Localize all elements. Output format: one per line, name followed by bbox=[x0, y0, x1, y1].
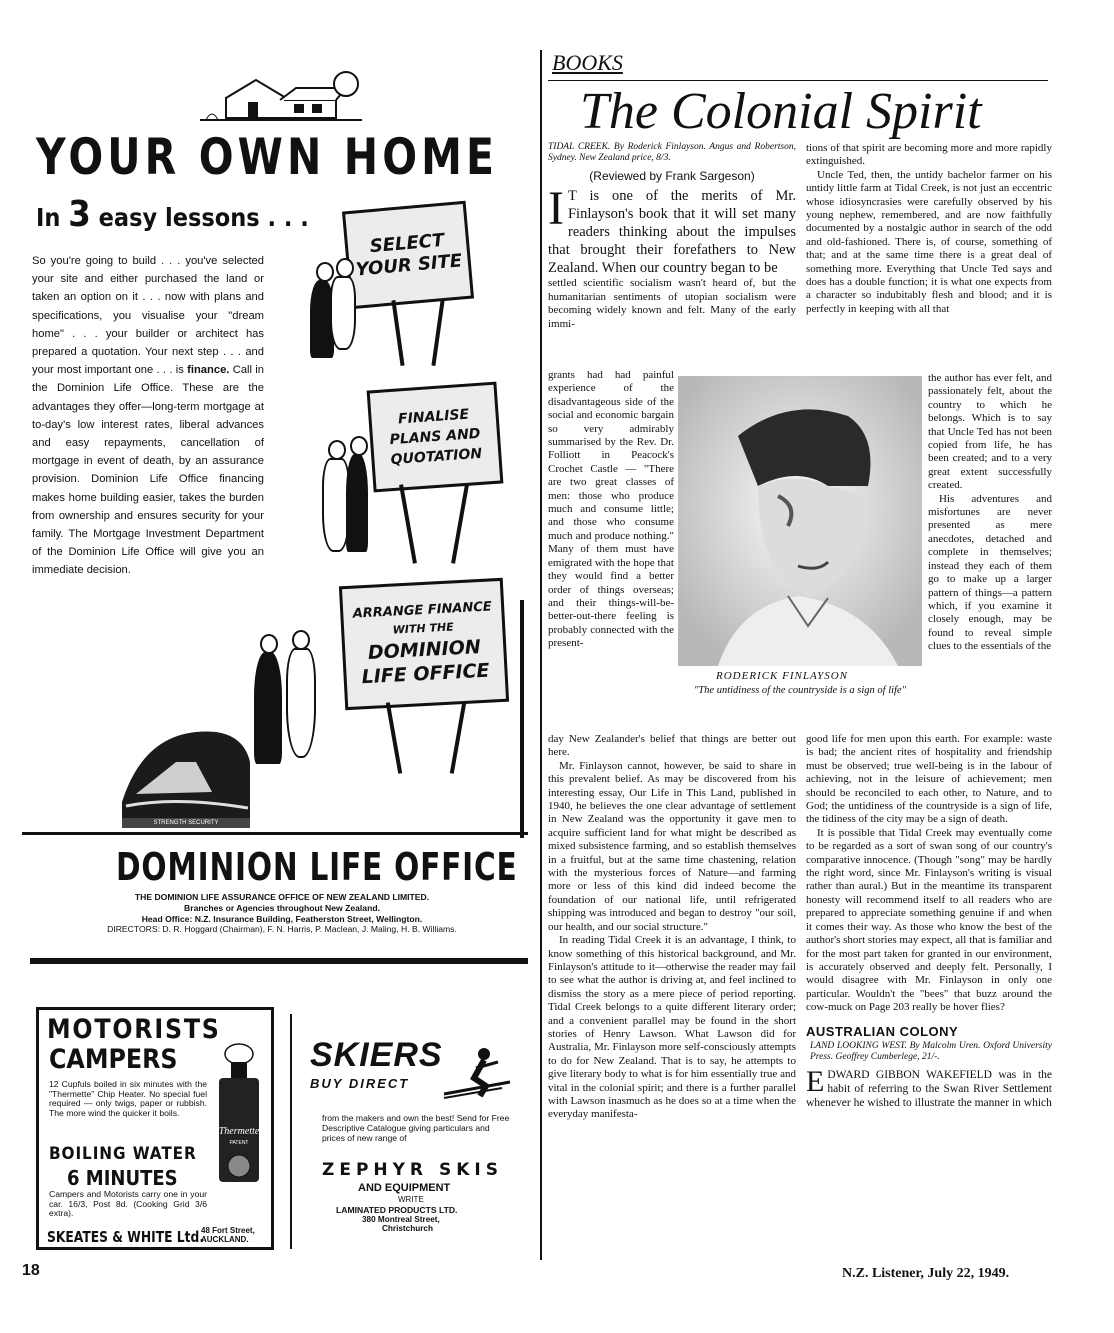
sign-line: SELECT bbox=[368, 229, 446, 258]
sign-finalise-plans-illustration bbox=[298, 380, 508, 570]
moto-text-2: Campers and Motorists carry one in your car. 16/3, Post 8d. (Cooking Grid 3/6 extra). bbox=[49, 1189, 207, 1219]
info-line-2: Branches or Agencies throughout New Zealand. bbox=[184, 902, 380, 913]
subsection-drop-cap: E bbox=[806, 1064, 825, 1098]
skiers-title: SKIERS bbox=[310, 1036, 443, 1074]
reviewer: (Reviewed by Frank Sargeson) bbox=[589, 169, 755, 183]
sub-prefix: In bbox=[36, 203, 61, 232]
drop-cap: I bbox=[548, 182, 564, 236]
moto-address: 48 Fort Street, AUCKLAND. bbox=[201, 1226, 255, 1244]
article-column-1-wrap bbox=[548, 369, 674, 651]
sign-line: DOMINION bbox=[367, 636, 482, 664]
col2-para-d: His adventures and misfortunes are never presented as mere anecdotes, detached and complete in themselves; instead they each of them go to make up a larger pattern of things—a pattern which, if you examine it closely enough, may be found to reveal simple clues to the essentials of the bbox=[928, 492, 1052, 653]
easel-sign bbox=[342, 201, 474, 309]
sign-line: PLANS AND bbox=[389, 425, 481, 449]
sign-select-site-illustration bbox=[298, 200, 478, 370]
section-label: BOOKS bbox=[552, 50, 623, 75]
col2-para-a: tions of that spirit are becoming more and more rapidly extinguished. bbox=[806, 142, 1052, 168]
paragraph-1c: day New Zealander's belief that things are better out here. bbox=[548, 733, 796, 759]
paragraph-1: settled scientific socialism wasn't heard of, but the humanitarian sentiments of utopian socialism were becoming widely known and felt. Many of the early immi- bbox=[548, 277, 796, 330]
photo-name: RODERICK FINLAYSON bbox=[716, 670, 848, 682]
paragraph-1b: grants had had painful experience of the disadvantageous side of the social and economic bargain so very admirably summarised by the Rev. Dr. Folliott in Peacock's Crochet Castle — "There are two great classes of men: those who produce much and consume little; and those who consume much and produce nothing." Many of them must have emigrated with the hope that they would find a better order of things overseas; and their things-will-be-better-out-there feeling is probably connected with the present- bbox=[548, 369, 674, 650]
easel-sign bbox=[367, 382, 504, 493]
article-column-2 bbox=[806, 142, 1052, 316]
subsection-body: DWARD GIBBON WAKEFIELD was in the habit of referring to the Swan River Settlement whenever he wished to illustrate the manner in which bbox=[806, 1068, 1052, 1109]
moto-boiling: BOILING WATER bbox=[49, 1144, 197, 1164]
moto-brand: SKEATES & WHITE Ltd. bbox=[47, 1228, 205, 1246]
ad-rule bbox=[22, 832, 528, 835]
article-column-1-cont bbox=[548, 733, 796, 1122]
section-divider bbox=[30, 958, 528, 964]
skier-icon bbox=[440, 1044, 516, 1100]
lead-text: T is one of the merits of Mr. Finlayson's book that it will set many readers thinking about the impulses that brought their forefathers to New Zealand. When our country began to be bbox=[548, 188, 796, 277]
moto-minutes: 6 MINUTES bbox=[67, 1166, 178, 1190]
header-rule bbox=[548, 80, 1048, 81]
ad-subheading bbox=[36, 194, 309, 235]
subsection-book: LAND LOOKING WEST. By Malcolm Uren. Oxford University Press. Geoffrey Cumberlege, 21/-. bbox=[810, 1040, 1052, 1062]
subsection-text bbox=[806, 1064, 1052, 1110]
sign-line: WITH THE bbox=[392, 620, 454, 637]
skiers-text: from the makers and own the best! Send for Free Descriptive Catalogue giving particulars and prices of new range of bbox=[322, 1113, 510, 1143]
col2-para-f: It is possible that Tidal Creek may eventually come to be regarded as a sort of swan song of our country's comparative innocence. (Though "song" may be hardly the right word, since Mr. Finlayson's writing is visual rather than aural.) But in the meantime its transparent honesty will recommend itself to all readers who are prepared to appreciate something genuine if and when it comes their way. As those who know the best of the author's short stories may expect, all that is familiar and for the most part taken for granted in our environment, is accurately observed and deeply felt. Personally, I would disagree with Mr. Finlayson in only one particular. Wouldn't the "bees" that buzz around the cow-muck on Page 203 really be hover flies? bbox=[806, 826, 1052, 1014]
sign-line: FINALISE bbox=[397, 406, 470, 428]
skiers-buy-direct: BUY DIRECT bbox=[310, 1076, 410, 1091]
sign-arrange-finance-illustration bbox=[246, 572, 516, 782]
thermette-can bbox=[213, 1038, 265, 1188]
article-column-1 bbox=[548, 142, 796, 331]
skiers-brand: ZEPHYR SKIS bbox=[322, 1160, 503, 1180]
paragraph-2: Mr. Finlayson cannot, however, be said to share in this prevalent belief. As may be discovered from his interesting essay, Our Life in This Land, published in 1940, he believes the one clear advantage of settlement in New Zealand was the opportunity it gave men to acquire sufficient land for what might be described as mixed subsistence farming, and so establish themselves in a fruitful, but at the same time chastening, relation with the mysterious forces of Nature—and farming more or less of this kind did indeed become the foundation of our national life, until refrigerated shipping was introduced and began to destroy "our soil, our health, and our social structure." bbox=[548, 759, 796, 933]
ad-body-end: Call in the Dominion Life Office. These are the advantages they offer—long-term mortgage at to-day's low interest rates, liberal advances and easy repayments, cancellation of mortgage in event of death, by an assurance provision. Dominion Life Office financing makes home building easier, takes the burden from ownership and ensures security for your family. The Mortgage Investment Department of the Dominion Life Office will give you an immediate decision. bbox=[32, 364, 265, 577]
col2-para-e: good life for men upon this earth. For example: waste is bad; the ancient rites of hospitality and friendship must be observed; true well-being is in the labour of achieving, not in the leisure of achievement; men should be reconciled to each other, to Nature, and to God; the untidiness of the countryside is a sign of life, the tidiness of the city may be a sign of death. bbox=[806, 733, 1052, 826]
moto-text-1: 12 Cupfuls boiled in six minutes with the "Thermette" Chip Heater. No special fuel required — only twigs, paper or rubbish. The more wind the quicker it boils. bbox=[49, 1079, 207, 1118]
photo-caption: "The untidiness of the countryside is a sign of life" bbox=[693, 685, 907, 696]
article-title: The Colonial Spirit bbox=[580, 83, 982, 140]
article-column-2-cont bbox=[806, 733, 1052, 1110]
journal-footer: N.Z. Listener, July 22, 1949. bbox=[842, 1266, 1010, 1281]
ship-emblem bbox=[116, 722, 256, 830]
skiers-ad bbox=[290, 1014, 522, 1249]
ad-body-text bbox=[32, 252, 264, 580]
sign-line: LIFE OFFICE bbox=[361, 659, 490, 689]
moto-line-1: MOTORISTS bbox=[47, 1014, 221, 1045]
sub-suffix: easy lessons . . . bbox=[98, 203, 309, 232]
sign-line: YOUR SITE bbox=[354, 250, 463, 281]
subsection-heading: AUSTRALIAN COLONY bbox=[806, 1023, 959, 1039]
company-name: DOMINION LIFE OFFICE bbox=[116, 845, 518, 889]
moto-line-2: CAMPERS bbox=[49, 1044, 178, 1075]
motorists-ad bbox=[36, 1007, 274, 1250]
ad-body-start: So you're going to build . . . you've selected your site and either purchased the land or taken an option on it . . . now with plans and specifications, you visualise your "dream home" . . . your builder or architect has prepared a quotation. Your next step . . . and your most important one . . . is bbox=[32, 255, 264, 377]
ad-body-bold: finance. bbox=[187, 364, 230, 377]
ad-headline: YOUR OWN HOME bbox=[36, 128, 499, 186]
column-divider bbox=[540, 50, 542, 1260]
ad-rule-right bbox=[520, 600, 524, 838]
info-line-4: DIRECTORS: D. R. Hoggard (Chairman), F. N. Harris, P. Maclean, J. Maling, H. B. Williams. bbox=[107, 924, 457, 935]
skiers-street: 380 Montreal Street, bbox=[362, 1215, 440, 1224]
emblem-text: STRENGTH SECURITY bbox=[153, 820, 219, 826]
sign-line: ARRANGE FINANCE bbox=[352, 599, 493, 622]
skiers-city: Christchurch bbox=[382, 1224, 433, 1233]
book-details: TIDAL CREEK. By Roderick Finlayson. Angus and Robertson, Sydney. New Zealand price, 8/3. bbox=[548, 142, 796, 163]
skiers-company: LAMINATED PRODUCTS LTD. bbox=[336, 1205, 458, 1215]
sign-line: QUOTATION bbox=[390, 445, 483, 469]
easel-sign bbox=[339, 578, 509, 710]
author-photo bbox=[678, 376, 922, 666]
skiers-write: WRITE bbox=[398, 1195, 424, 1204]
article-column-2-wrap bbox=[928, 372, 1052, 654]
sub-number: 3 bbox=[68, 194, 91, 235]
col2-para-b: Uncle Ted, then, the untidy bachelor farmer on his untidy little farm at Tidal Creek, is not just an eccentric whose idiosyncrasies were carefully observed by his young nephew, remembered, and are now faithfully documented by a nostalgic author in search of the odd and old-fashioned. There is, of course, something of that; and at the same time there is a great deal of something more. Everything that Uncle Ted says and does has a double function; it is what one expects from a character so indubitably flesh and blood; and it is perfectly in keeping with all that bbox=[806, 168, 1052, 315]
can-small-label: PATENT bbox=[229, 1140, 249, 1146]
info-line-3: Head Office: N.Z. Insurance Building, Featherston Street, Wellington. bbox=[141, 913, 423, 924]
house-illustration bbox=[196, 70, 366, 126]
can-label: Thermette bbox=[218, 1126, 260, 1137]
col2-para-c: the author has ever felt, and passionately felt, about the country to which he belongs. Which is to say that Uncle Ted has not been copied from life, he has been created; and to a very great extent successfully created. bbox=[928, 372, 1052, 492]
lead-paragraph bbox=[548, 182, 796, 277]
info-line-1: THE DOMINION LIFE ASSURANCE OFFICE OF NEW ZEALAND LIMITED. bbox=[134, 892, 430, 902]
page-number: 18 bbox=[22, 1262, 40, 1279]
skiers-equipment: AND EQUIPMENT bbox=[358, 1182, 451, 1194]
paragraph-3: In reading Tidal Creek it is an advantage, I think, to know something of this historical background, and Mr. Finlayson's attitude to it—otherwise the reader may fail to see what the author is driving at, and feel inclined to dismiss the story as a mere piece of period reporting. Tidal Creek belongs to a quite different literary order; and a convenient parallel may be found in the short stories of Henry Lawson. What Lawson did for Australia, Mr. Finlayson more self-consciously attempts to do for New Zealand. That is to say, he attempts to give literary body to what is for him essentially true and vital in the colonial spirit; and there is a further parallel with Lawson inasmuch as he does so at a time when the everyday manifesta- bbox=[548, 934, 796, 1121]
company-info bbox=[62, 892, 502, 935]
